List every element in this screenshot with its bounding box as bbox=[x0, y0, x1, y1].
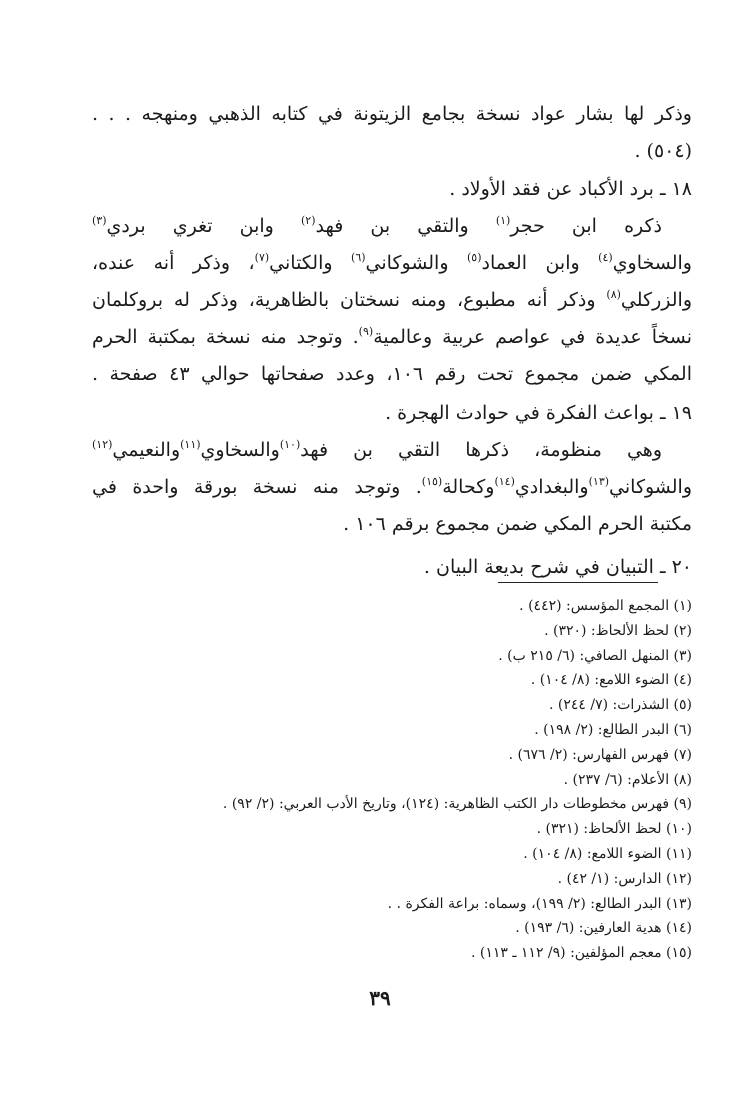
footnote: (٧) فهرس الفهارس: (٢/ ٦٧٦) . bbox=[508, 746, 692, 763]
item-20-heading: ٢٠ ـ التبيان في شرح بديعة البيان . bbox=[423, 556, 692, 578]
text-line: مكتبة الحرم المكي ضمن مجموع برقم ١٠٦ . bbox=[343, 513, 692, 535]
text-line: والسخاوي$^{(٤)}$ وابن العماد$^{(٥)}$ والشوكاني$^{(٦)}$ والكتاني$^{(٧)}$، وذكر أنه عنده، bbox=[92, 251, 692, 274]
text-line: والشوكاني$^{(١٣)}$والبغدادي$^{(١٤)}$وكحالة$^{(١٥)}$. وتوجد منه نسخة بورقة واحدة في bbox=[92, 475, 692, 498]
footnote: (٩) فهرس مخطوطات دار الكتب الظاهرية: (١٢٤)، وتاريخ الأدب العربي: (٢/ ٩٢) . bbox=[222, 796, 692, 813]
footnote: (١١) الضوء اللامع: (٨/ ١٠٤) . bbox=[523, 845, 692, 862]
footnote: (١٠) لحظ الألحاظ: (٣٢١) . bbox=[536, 821, 692, 838]
text-line: وهي منظومة، ذكرها التقي بن فهد$^{(١٠)}$والسخاوي$^{(١١)}$والنعيمي$^{(١٢)}$ bbox=[92, 438, 662, 461]
footnotes bbox=[92, 594, 692, 966]
item-19-heading: ١٩ ـ بواعث الفكرة في حوادث الهجرة . bbox=[385, 402, 692, 424]
footnote-divider bbox=[498, 582, 658, 583]
text-line: نسخاً عديدة في عواصم عربية وعالمية$^{(٩)}$. وتوجد منه نسخة بمكتبة الحرم bbox=[92, 325, 692, 348]
item-18-heading: ١٨ ـ برد الأكباد عن فقد الأولاد . bbox=[449, 178, 692, 200]
footnote: (١٣) البدر الطالع: (٢/ ١٩٩)، وسماه: براعة الفكرة . . bbox=[387, 895, 692, 912]
footnote: (٢) لحظ الألحاظ: (٣٢٠) . bbox=[544, 622, 692, 639]
footnote: (٤) الضوء اللامع: (٨/ ١٠٤) . bbox=[530, 672, 692, 689]
footnote: (٣) المنهل الصافي: (٦/ ٢١٥ ب) . bbox=[498, 647, 692, 664]
footnote: (١٤) هدية العارفين: (٦/ ١٩٣) . bbox=[515, 920, 692, 937]
footnote: (١٢) الدارس: (١/ ٤٢) . bbox=[557, 870, 692, 887]
footnote: (٥) الشذرات: (٧/ ٢٤٤) . bbox=[548, 697, 692, 714]
main-text bbox=[92, 96, 692, 586]
footnote: (٦) البدر الطالع: (٢/ ١٩٨) . bbox=[534, 721, 692, 738]
page-number: ٣٩ bbox=[369, 986, 391, 1010]
footnote: (٨) الأعلام: (٦/ ٢٣٧) . bbox=[563, 771, 692, 788]
text-line: ذكره ابن حجر$^{(١)}$ والتقي بن فهد$^{(٢)}$ وابن تغري بردي$^{(٣)}$ bbox=[92, 214, 663, 237]
text-line: المكي ضمن مجموع تحت رقم ١٠٦، وعدد صفحاتها حوالي ٤٣ صفحة . bbox=[92, 363, 692, 385]
text-line: (٥٠٤) . bbox=[634, 140, 692, 162]
footnote: (١٥) معجم المؤلفين: (٩/ ١١٢ ـ ١١٣) . bbox=[470, 945, 692, 962]
footnote: (١) المجمع المؤسس: (٤٤٢) . bbox=[519, 598, 692, 614]
text-line: وذكر لها بشار عواد نسخة بجامع الزيتونة في كتابه الذهبي ومنهجه . . . bbox=[92, 103, 692, 125]
text-line: والزركلي$^{(٨)}$ وذكر أنه مطبوع، ومنه نسختان بالظاهرية، وذكر له بروكلمان bbox=[92, 288, 692, 311]
